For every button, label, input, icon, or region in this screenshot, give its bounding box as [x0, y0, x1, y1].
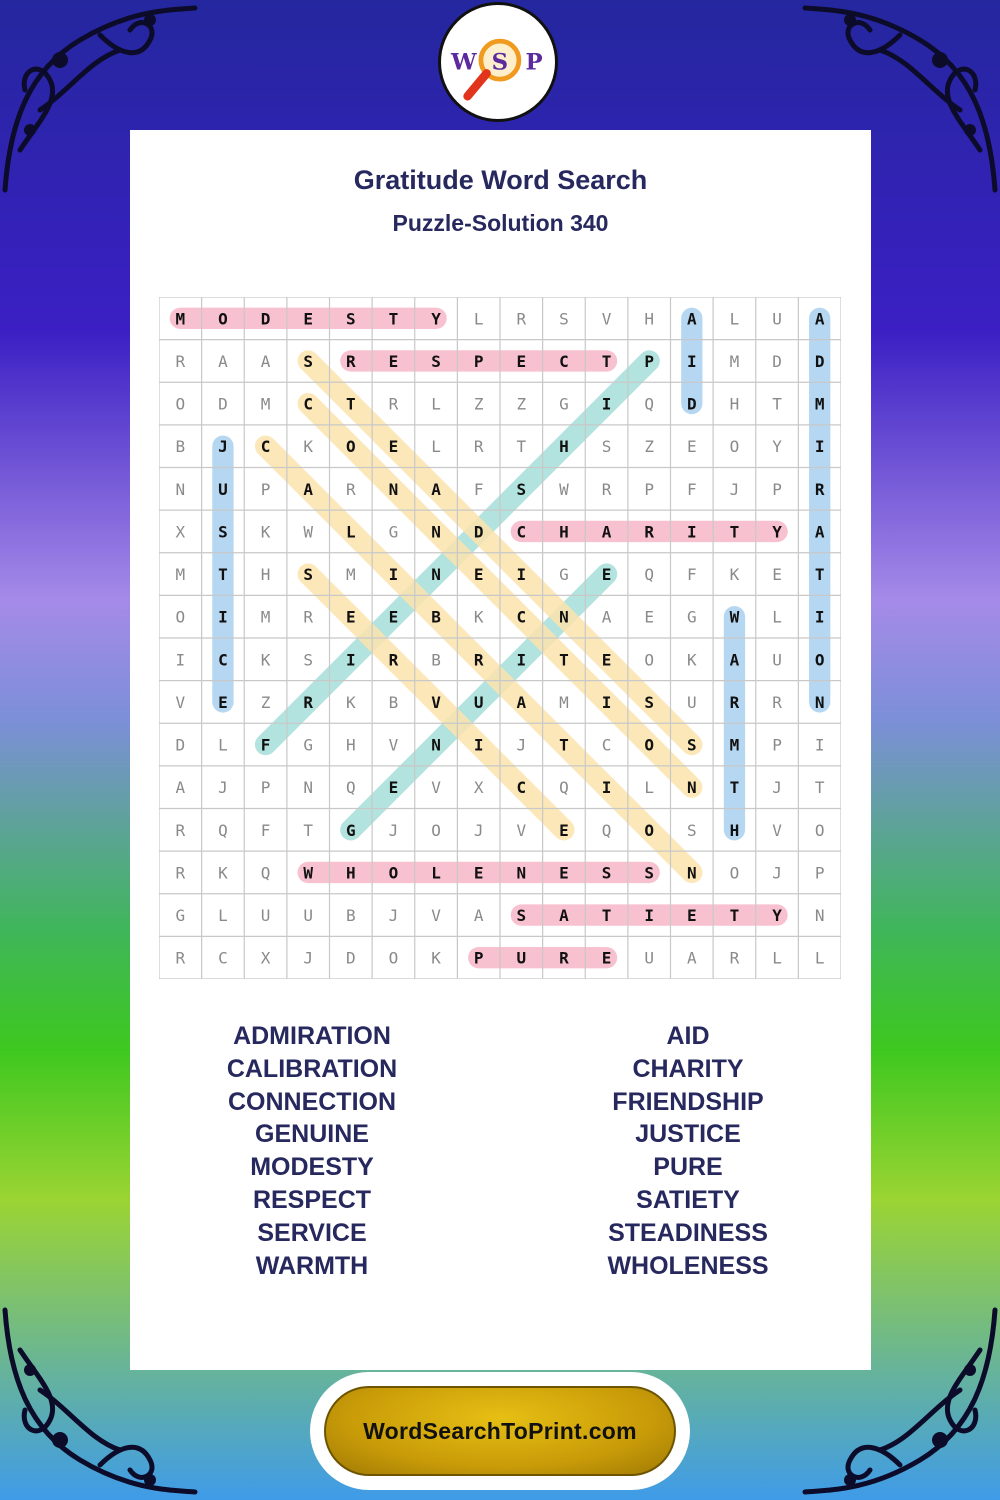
grid-cell[interactable]: Y [772, 522, 782, 542]
grid-cell[interactable]: K [345, 692, 356, 712]
grid-cell[interactable]: U [644, 948, 655, 968]
grid-cell[interactable]: E [772, 565, 782, 585]
grid-cell[interactable]: L [431, 394, 441, 414]
grid-cell[interactable]: T [388, 309, 399, 329]
grid-cell[interactable]: Q [559, 778, 569, 798]
grid-cell[interactable]: M [729, 735, 740, 755]
grid-cell[interactable]: K [260, 650, 271, 670]
grid-cell[interactable]: T [516, 437, 527, 457]
grid-cell[interactable]: E [388, 778, 399, 798]
grid-cell[interactable]: O [644, 650, 655, 670]
grid-cell[interactable]: I [218, 607, 228, 627]
grid-cell[interactable]: I [601, 778, 612, 798]
footer-badge[interactable] [310, 1372, 690, 1490]
grid-cell[interactable]: J [388, 906, 399, 926]
grid-cell[interactable]: Q [644, 394, 655, 414]
grid-cell[interactable]: S [559, 309, 569, 329]
grid-cell[interactable]: B [345, 906, 356, 926]
grid-cell[interactable]: L [772, 948, 782, 968]
grid-cell[interactable]: R [814, 479, 825, 499]
grid-cell[interactable]: Y [431, 309, 441, 329]
grid-cell[interactable]: G [303, 735, 314, 755]
grid-cell[interactable]: J [218, 778, 228, 798]
grid-cell[interactable]: C [516, 522, 527, 542]
grid-cell[interactable]: O [345, 437, 356, 457]
grid-cell[interactable]: Z [473, 394, 484, 414]
grid-cell[interactable]: T [218, 565, 228, 585]
grid-cell[interactable]: P [644, 479, 655, 499]
grid-cell[interactable]: E [686, 906, 697, 926]
grid-cell[interactable]: C [218, 650, 228, 670]
grid-cell[interactable]: I [686, 351, 697, 371]
grid-cell[interactable]: C [303, 394, 314, 414]
logo-letter-s: S [491, 49, 509, 76]
grid-cell[interactable]: N [431, 522, 441, 542]
grid-cell[interactable]: D [260, 309, 271, 329]
grid-cell[interactable]: A [729, 650, 740, 670]
grid-cell[interactable]: M [260, 607, 271, 627]
grid-cell[interactable]: L [729, 309, 740, 329]
word-list-item: CALIBRATION [226, 1054, 398, 1083]
word-list-item: RESPECT [252, 1185, 372, 1214]
grid-cell[interactable]: O [175, 394, 186, 414]
grid-cell[interactable]: A [473, 906, 484, 926]
grid-cell[interactable]: S [686, 820, 697, 840]
grid-cell[interactable]: R [644, 522, 655, 542]
grid-cell[interactable]: B [388, 692, 399, 712]
footer-button[interactable] [324, 1386, 676, 1476]
grid-cell[interactable]: M [814, 394, 825, 414]
grid-cell[interactable]: N [388, 479, 399, 499]
grid-cell[interactable]: G [559, 394, 569, 414]
grid-cell[interactable]: V [175, 692, 186, 712]
grid-cell[interactable]: I [388, 565, 399, 585]
grid-cell[interactable]: A [260, 351, 271, 371]
grid-cell[interactable]: K [729, 565, 740, 585]
grid-cell[interactable]: X [175, 522, 186, 542]
grid-cell[interactable]: L [218, 735, 228, 755]
grid-cell[interactable]: Z [260, 692, 271, 712]
word-search-grid[interactable] [159, 297, 841, 979]
page-subtitle: Puzzle-Solution 340 [392, 210, 609, 236]
grid-cell[interactable]: K [303, 437, 314, 457]
grid-cell[interactable]: H [729, 394, 740, 414]
grid-cell[interactable]: M [175, 309, 186, 329]
grid-cell[interactable]: S [601, 437, 612, 457]
footer-site-link[interactable]: WordSearchToPrint.com [363, 1417, 637, 1444]
grid-cell[interactable]: C [516, 607, 527, 627]
grid-cell[interactable]: T [814, 565, 825, 585]
grid-cell[interactable]: Q [345, 778, 356, 798]
grid-cell[interactable]: D [772, 351, 782, 371]
grid-cell[interactable]: R [516, 309, 527, 329]
grid-cell[interactable]: N [431, 735, 441, 755]
grid-cell[interactable]: X [260, 948, 271, 968]
word-list-item: CONNECTION [227, 1087, 397, 1116]
grid-cell[interactable]: R [345, 479, 356, 499]
grid-cell[interactable]: C [601, 735, 612, 755]
word-list-item: STEADINESS [608, 1218, 768, 1247]
grid-cell[interactable]: T [729, 522, 740, 542]
grid-cell[interactable]: H [559, 522, 569, 542]
grid-cell[interactable]: A [686, 309, 697, 329]
grid-cell[interactable]: G [559, 565, 569, 585]
grid-cell[interactable]: R [175, 863, 186, 883]
grid-cell[interactable]: E [473, 565, 484, 585]
grid-cell[interactable]: E [303, 309, 314, 329]
grid-cell[interactable]: L [814, 948, 825, 968]
grid-cell[interactable]: V [431, 692, 441, 712]
grid-cell[interactable]: L [431, 863, 441, 883]
grid-cell[interactable]: R [303, 692, 314, 712]
grid-cell[interactable]: H [559, 437, 569, 457]
grid-cell[interactable]: S [303, 565, 314, 585]
grid-cell[interactable]: Z [644, 437, 655, 457]
grid-cell[interactable]: S [516, 479, 527, 499]
grid-cell[interactable]: B [431, 607, 441, 627]
grid-cell[interactable]: T [601, 906, 612, 926]
grid-cell[interactable]: F [686, 565, 697, 585]
grid-cell[interactable]: R [601, 479, 612, 499]
grid-cell[interactable]: I [601, 692, 612, 712]
word-list-item: CHARITY [632, 1054, 744, 1083]
grid-cell[interactable]: T [345, 394, 356, 414]
grid-cell[interactable]: K [686, 650, 697, 670]
grid-cell[interactable]: O [814, 820, 825, 840]
grid-cell[interactable]: I [814, 735, 825, 755]
grid-cell[interactable]: S [644, 863, 655, 883]
grid-cell[interactable]: G [175, 906, 186, 926]
grid-cell[interactable]: J [218, 437, 228, 457]
grid-cell[interactable]: D [686, 394, 697, 414]
grid-cell[interactable]: T [559, 735, 569, 755]
grid-cell[interactable]: K [473, 607, 484, 627]
grid-cell[interactable]: N [814, 692, 825, 712]
grid-cell[interactable]: O [814, 650, 825, 670]
grid-cell[interactable]: I [473, 735, 484, 755]
grid-cell[interactable]: S [516, 906, 527, 926]
grid-cell[interactable]: E [559, 863, 569, 883]
grid-cell[interactable]: A [686, 948, 697, 968]
grid-cell[interactable]: F [260, 735, 271, 755]
grid-cell[interactable]: N [303, 778, 314, 798]
grid-cell[interactable]: A [303, 479, 314, 499]
grid-cell[interactable]: V [431, 778, 441, 798]
grid-cell[interactable]: R [303, 607, 314, 627]
grid-cell[interactable]: E [516, 351, 527, 371]
grid-cell[interactable]: P [260, 778, 271, 798]
grid-cell[interactable]: J [772, 778, 782, 798]
word-list-item: WARMTH [255, 1251, 369, 1280]
grid-cell[interactable]: C [218, 948, 228, 968]
grid-cell[interactable]: S [601, 863, 612, 883]
grid-cell[interactable]: E [218, 692, 228, 712]
grid-cell[interactable]: C [559, 351, 569, 371]
grid-cell[interactable]: R [729, 692, 740, 712]
grid-cell[interactable]: N [559, 607, 569, 627]
grid-cell[interactable]: H [345, 735, 356, 755]
grid-cell[interactable]: G [345, 820, 356, 840]
site-logo[interactable] [438, 2, 558, 122]
grid-cell[interactable]: P [260, 479, 271, 499]
grid-cell[interactable]: R [473, 437, 484, 457]
grid-cell[interactable]: P [473, 351, 484, 371]
page-title: Gratitude Word Search [353, 165, 648, 195]
word-list-item: ADMIRATION [233, 1022, 391, 1050]
grid-cell[interactable]: W [729, 607, 740, 627]
grid-cell[interactable]: S [303, 650, 314, 670]
grid-cell[interactable]: O [218, 309, 228, 329]
grid-cell[interactable]: E [388, 607, 399, 627]
grid-cell[interactable]: S [686, 735, 697, 755]
grid-cell[interactable]: A [431, 479, 441, 499]
grid-cell[interactable]: E [473, 863, 484, 883]
grid-cell[interactable]: A [218, 351, 228, 371]
grid-cell[interactable]: R [559, 948, 569, 968]
grid-cell[interactable]: H [729, 820, 740, 840]
word-list-item: AID [666, 1022, 710, 1050]
grid-cell[interactable]: V [388, 735, 399, 755]
grid-cell[interactable]: D [175, 735, 186, 755]
grid-cell[interactable]: E [601, 650, 612, 670]
grid-cell[interactable]: I [686, 522, 697, 542]
grid-cell[interactable]: J [516, 735, 527, 755]
grid-cell[interactable]: Q [218, 820, 228, 840]
grid-cell[interactable]: L [218, 906, 228, 926]
grid-cell[interactable]: B [431, 650, 441, 670]
grid-cell[interactable]: N [686, 863, 697, 883]
grid-cell[interactable]: Y [772, 437, 782, 457]
grid-cell[interactable]: M [559, 692, 569, 712]
grid-cell[interactable]: Y [772, 906, 782, 926]
grid-cell[interactable]: F [686, 479, 697, 499]
grid-cell[interactable]: N [516, 863, 527, 883]
grid-cell[interactable]: A [516, 692, 527, 712]
grid-cell[interactable]: O [388, 863, 399, 883]
grid-cell[interactable]: D [814, 351, 825, 371]
grid-cell[interactable]: N [431, 565, 441, 585]
grid-cell[interactable]: Q [260, 863, 271, 883]
grid-cell[interactable]: L [431, 437, 441, 457]
grid-cell[interactable]: S [345, 309, 356, 329]
grid-cell[interactable]: D [345, 948, 356, 968]
grid-cell[interactable]: K [218, 863, 228, 883]
grid-cell[interactable]: O [431, 820, 441, 840]
grid-cell[interactable]: E [559, 820, 569, 840]
grid-cell[interactable]: I [601, 394, 612, 414]
logo-letter-p: P [525, 49, 543, 76]
word-list-item: JUSTICE [635, 1120, 741, 1149]
word-list-item: WHOLENESS [607, 1251, 769, 1280]
grid-cell[interactable]: H [644, 309, 655, 329]
grid-cell[interactable]: U [473, 692, 484, 712]
grid-cell[interactable]: I [814, 607, 825, 627]
grid-cell[interactable]: N [686, 778, 697, 798]
grid-cell[interactable]: U [260, 906, 271, 926]
grid-cell[interactable]: J [772, 863, 782, 883]
grid-cell[interactable]: T [601, 351, 612, 371]
grid-cell[interactable]: X [473, 778, 484, 798]
grid-cell[interactable]: C [260, 437, 271, 457]
grid-cell[interactable]: V [431, 906, 441, 926]
grid-cell[interactable]: J [388, 820, 399, 840]
grid-cell[interactable]: J [473, 820, 484, 840]
grid-cell[interactable]: F [260, 820, 271, 840]
grid-cell[interactable]: G [686, 607, 697, 627]
grid-cell[interactable]: H [345, 863, 356, 883]
grid-cell[interactable]: L [644, 778, 655, 798]
grid-cell[interactable]: I [644, 906, 655, 926]
grid-cell[interactable]: E [388, 351, 399, 371]
grid-cell[interactable]: O [175, 607, 186, 627]
word-list-item: SATIETY [636, 1185, 740, 1214]
grid-cell[interactable]: S [218, 522, 228, 542]
grid-cell[interactable]: G [388, 522, 399, 542]
grid-cell[interactable]: A [559, 906, 569, 926]
grid-cell[interactable]: R [388, 394, 399, 414]
grid-cell[interactable]: L [772, 607, 782, 627]
grid-cell[interactable]: R [175, 948, 186, 968]
grid-cell[interactable]: T [303, 820, 314, 840]
word-list-item: PURE [653, 1153, 723, 1182]
grid-cell[interactable]: V [772, 820, 782, 840]
grid-cell[interactable]: M [260, 394, 271, 414]
grid-cell[interactable]: M [345, 565, 356, 585]
grid-cell[interactable]: E [601, 565, 612, 585]
grid-cell[interactable]: L [473, 309, 484, 329]
grid-cell[interactable]: I [345, 650, 356, 670]
grid-cell[interactable]: W [303, 863, 314, 883]
grid-cell[interactable]: I [175, 650, 186, 670]
grid-cell[interactable]: D [218, 394, 228, 414]
grid-cell[interactable]: E [388, 437, 399, 457]
grid-cell[interactable]: F [473, 479, 484, 499]
grid-cell[interactable]: P [473, 948, 484, 968]
grid-cell[interactable]: U [772, 650, 782, 670]
logo-letter-w: W [450, 49, 477, 76]
grid-cell[interactable]: R [473, 650, 484, 670]
grid-cell[interactable]: Q [644, 565, 655, 585]
grid-cell[interactable]: S [431, 351, 441, 371]
grid-cell[interactable]: R [388, 650, 399, 670]
grid-cell[interactable]: R [175, 351, 186, 371]
grid-cell[interactable]: D [473, 522, 484, 542]
grid-cell[interactable]: O [644, 820, 655, 840]
grid-cell[interactable]: T [814, 778, 825, 798]
grid-cell[interactable]: L [345, 522, 356, 542]
grid-cell[interactable]: I [516, 650, 527, 670]
grid-cell[interactable]: M [175, 565, 186, 585]
grid-cell[interactable]: E [644, 607, 655, 627]
grid-cell[interactable]: R [772, 692, 782, 712]
grid-cell[interactable]: N [814, 906, 825, 926]
grid-cell[interactable]: U [686, 692, 697, 712]
grid-cell[interactable]: T [729, 906, 740, 926]
grid-cell[interactable]: I [516, 565, 527, 585]
grid-cell[interactable]: U [303, 906, 314, 926]
grid-cell[interactable]: O [644, 735, 655, 755]
word-list-item: GENUINE [255, 1120, 369, 1149]
grid-cell[interactable]: S [644, 692, 655, 712]
grid-cell[interactable]: W [303, 522, 314, 542]
grid-cell[interactable]: O [388, 948, 399, 968]
word-list-item: FRIENDSHIP [612, 1087, 764, 1116]
grid-cell[interactable]: C [516, 778, 527, 798]
grid-cell[interactable]: P [644, 351, 655, 371]
puzzle-sheet [130, 130, 871, 1370]
grid-cell[interactable]: M [729, 351, 740, 371]
grid-cell[interactable]: U [218, 479, 228, 499]
grid-cell[interactable]: U [516, 948, 527, 968]
grid-cell[interactable]: J [303, 948, 314, 968]
word-list-right [548, 1020, 828, 1282]
word-list-left [172, 1020, 452, 1282]
grid-cell[interactable]: A [175, 778, 186, 798]
grid-cell[interactable]: A [814, 309, 825, 329]
grid-cell[interactable]: I [814, 437, 825, 457]
grid-cell[interactable]: T [772, 394, 782, 414]
grid-cell[interactable]: S [303, 351, 314, 371]
grid-cell[interactable]: R [345, 351, 356, 371]
grid-cell[interactable]: R [175, 820, 186, 840]
grid-cell[interactable]: P [772, 735, 782, 755]
word-list-item: MODESTY [250, 1153, 374, 1182]
grid-cell[interactable]: J [729, 479, 740, 499]
grid-cell[interactable]: T [729, 778, 740, 798]
grid-cell[interactable]: P [814, 863, 825, 883]
grid-cell[interactable]: V [601, 309, 612, 329]
grid-cell[interactable]: H [260, 565, 271, 585]
grid-cell[interactable]: R [729, 948, 740, 968]
grid-cell[interactable]: E [345, 607, 356, 627]
word-list-item: SERVICE [257, 1218, 367, 1247]
grid-cell[interactable]: Z [516, 394, 527, 414]
grid-cell[interactable]: U [772, 309, 782, 329]
grid-cell[interactable]: N [175, 479, 186, 499]
grid-cell[interactable]: E [601, 948, 612, 968]
grid-cell[interactable]: K [431, 948, 441, 968]
grid-cell[interactable]: A [601, 607, 612, 627]
grid-cell[interactable]: W [559, 479, 569, 499]
grid-cell[interactable]: O [729, 437, 740, 457]
grid-cell[interactable]: T [559, 650, 569, 670]
grid-cell[interactable]: Q [601, 820, 612, 840]
grid-cell[interactable]: V [516, 820, 527, 840]
grid-cell[interactable]: K [260, 522, 271, 542]
grid-cell[interactable]: O [729, 863, 740, 883]
grid-cell[interactable]: A [601, 522, 612, 542]
grid-cell[interactable]: B [175, 437, 186, 457]
grid-cell[interactable]: P [772, 479, 782, 499]
grid-cell[interactable]: E [686, 437, 697, 457]
grid-cell[interactable]: A [814, 522, 825, 542]
